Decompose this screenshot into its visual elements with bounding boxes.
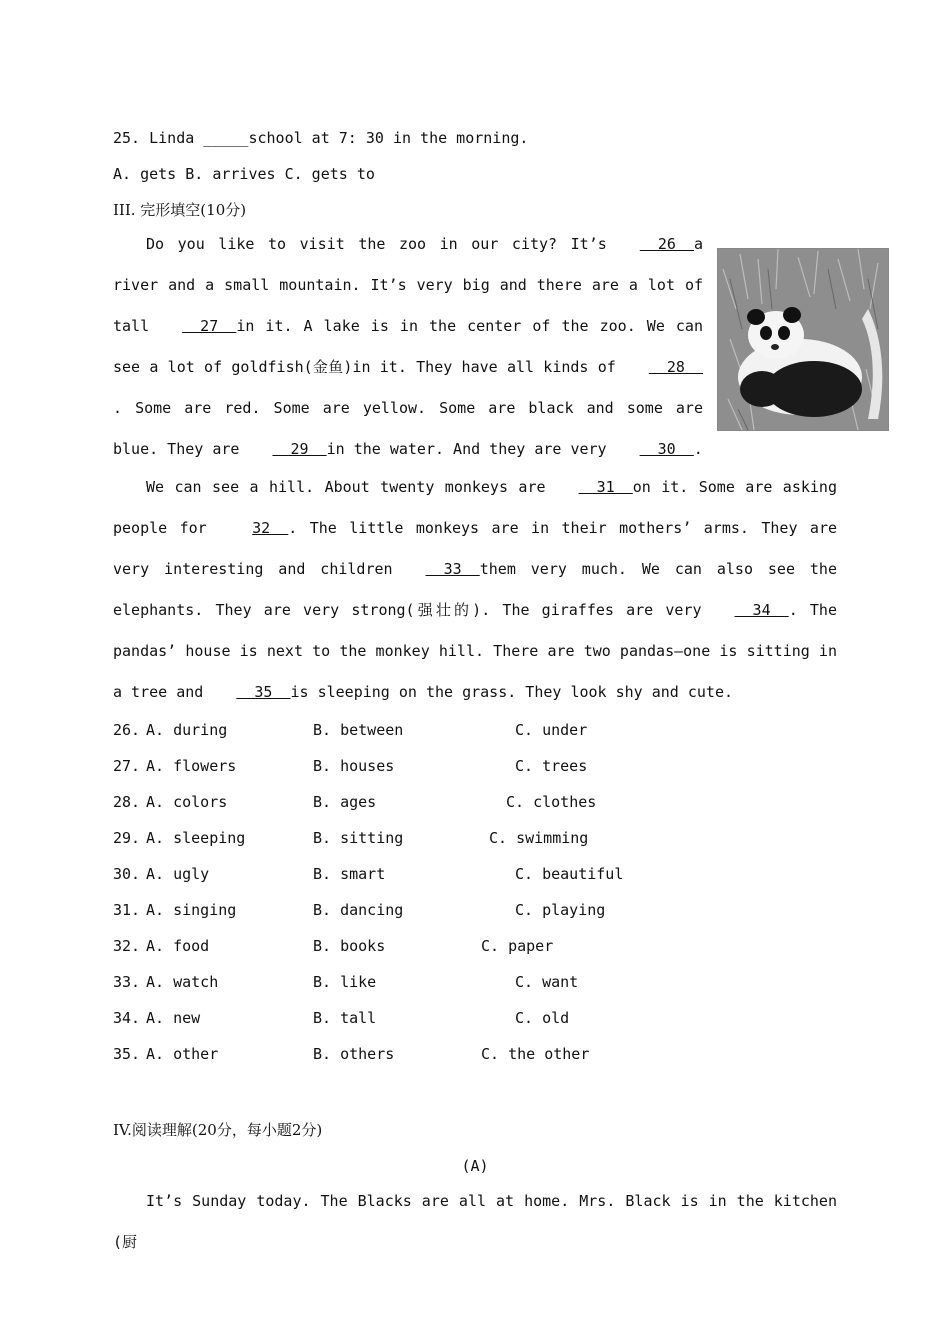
passage-a-label: (A) xyxy=(461,1157,489,1175)
option-c: C. want xyxy=(515,973,579,991)
option-c: C. trees xyxy=(515,757,588,775)
option-row xyxy=(113,972,713,992)
option-a: A. watch xyxy=(146,973,219,991)
reading-paragraph-1: It’s Sunday today. The Blacks are all at home. Mrs. Black is in the kitchen (厨 xyxy=(113,1192,837,1251)
option-row xyxy=(113,1008,713,1028)
option-b: B. sitting xyxy=(313,829,404,847)
section-3-heading: III. 完形填空(10分) xyxy=(113,201,247,219)
option-number: 26. xyxy=(113,721,141,739)
option-c: C. beautiful xyxy=(515,865,624,883)
option-row xyxy=(113,792,713,812)
option-row xyxy=(113,756,713,776)
option-b: B. like xyxy=(313,973,377,991)
blank-27: 27 xyxy=(182,317,237,335)
option-b: B. ages xyxy=(313,793,377,811)
option-b: B. dancing xyxy=(313,901,404,919)
blank-29: 29 xyxy=(272,440,327,458)
blank-31: 31 xyxy=(578,478,633,496)
option-a: A. singing xyxy=(146,901,237,919)
option-row xyxy=(113,864,713,884)
option-b: B. others xyxy=(313,1045,395,1063)
option-row xyxy=(113,900,713,920)
blank-28: 28 xyxy=(648,358,703,376)
cloze-paragraph-1: Do you like to visit the zoo in our city? It’s 26 a river and a small mountain. It’s very big and there are a lot of tall 27 in it. A lake is in the center of the zoo. We can see a lot of goldfish(金鱼)in it. They have all kinds of 28 . Some are red. Some are yellow. Some are black and some are blue. They are 29 in the water. And they are very 30 . xyxy=(113,224,703,470)
option-number: 34. xyxy=(113,1009,141,1027)
option-number: 30. xyxy=(113,865,141,883)
blank-32: 32 xyxy=(252,519,289,537)
panda-photo xyxy=(717,248,889,431)
option-a: A. ugly xyxy=(146,865,210,883)
option-number: 31. xyxy=(113,901,141,919)
option-b: B. tall xyxy=(313,1009,377,1027)
blank-30: 30 xyxy=(639,440,694,458)
option-number: 27. xyxy=(113,757,141,775)
panda-image xyxy=(718,249,888,430)
option-c: C. paper xyxy=(481,937,554,955)
blank-33: 33 xyxy=(425,560,480,578)
option-a: A. new xyxy=(146,1009,201,1027)
section-4-heading: IV.阅读理解(20分，每小题2分) xyxy=(113,1121,323,1139)
option-c: C. under xyxy=(515,721,588,739)
question-25-stem: 25. Linda _____school at 7: 30 in the morning. xyxy=(113,129,529,147)
option-number: 32. xyxy=(113,937,141,955)
option-b: B. books xyxy=(313,937,386,955)
option-number: 35. xyxy=(113,1045,141,1063)
option-row xyxy=(113,1044,713,1064)
option-number: 29. xyxy=(113,829,141,847)
blank-26: 26 xyxy=(639,235,694,253)
option-a: A. flowers xyxy=(146,757,237,775)
option-c: C. swimming xyxy=(489,829,589,847)
option-a: A. food xyxy=(146,937,210,955)
cloze-paragraph-2: We can see a hill. About twenty monkeys are 31 on it. Some are asking people for 32 . The little monkeys are in their mothers’ arms. They are very interesting and children 33 them very much. We can also see the elephants. They are very strong(强壮的). The giraffes are very 34 . The pandas’ house is next to the monkey hill. There are two pandas—one is sitting in a tree and 35 is sleeping on the grass. They look shy and cute. xyxy=(113,467,837,713)
option-c: C. playing xyxy=(515,901,606,919)
option-number: 28. xyxy=(113,793,141,811)
option-c: C. old xyxy=(515,1009,570,1027)
option-row xyxy=(113,720,713,740)
question-25-options: A. gets B. arrives C. gets to xyxy=(113,165,375,183)
blank-34: 34 xyxy=(734,601,789,619)
option-row xyxy=(113,936,713,956)
option-a: A. sleeping xyxy=(146,829,246,847)
option-row xyxy=(113,828,713,848)
option-b: B. smart xyxy=(313,865,386,883)
option-b: B. houses xyxy=(313,757,395,775)
option-a: A. other xyxy=(146,1045,219,1063)
option-a: A. during xyxy=(146,721,228,739)
option-number: 33. xyxy=(113,973,141,991)
option-a: A. colors xyxy=(146,793,228,811)
blank-35: 35 xyxy=(236,683,291,701)
option-c: C. clothes xyxy=(506,793,597,811)
option-c: C. the other xyxy=(481,1045,590,1063)
option-b: B. between xyxy=(313,721,404,739)
